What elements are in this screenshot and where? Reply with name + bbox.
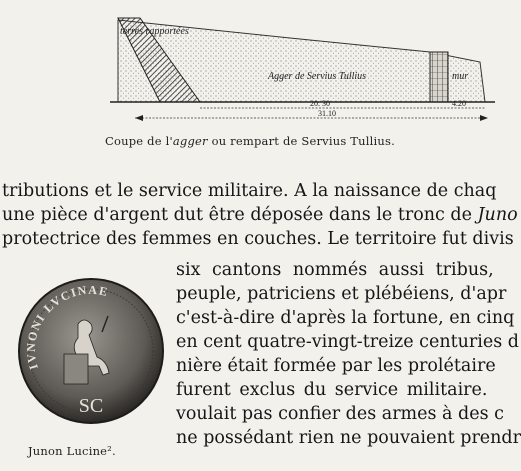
dimension-label-2: 4.20	[452, 99, 466, 108]
text-line-8: nière était formée par les prolétaire	[176, 356, 496, 376]
text-line-6: c'est-à-dire d'après la fortune, en cinq	[176, 308, 515, 328]
text-line-11: ne possédant rien ne pouvaient prendr	[176, 428, 521, 448]
dimension-label-total: 31.10	[318, 109, 336, 118]
agger-cross-section-illustration	[0, 0, 500, 128]
coin-legend: IVNONI LVCINAE	[23, 282, 111, 372]
text-line-4: six cantons nommés aussi tribus,	[176, 260, 494, 280]
text-line-9: furent exclus du service militaire.	[176, 380, 488, 400]
label-mur: mur	[452, 71, 469, 82]
masonry-wall	[430, 52, 448, 102]
text-line-2: une pièce d'argent dut être déposée dans le tronc de Juno	[2, 205, 518, 225]
label-agger: Agger de Servius Tullius	[268, 71, 367, 82]
junon-lucine-coin-illustration	[16, 276, 166, 426]
label-terres-rapportees: terres rapportées	[120, 26, 189, 37]
text-line-5: peuple, patriciens et plébéiens, d'apr	[176, 284, 507, 304]
text-line-10: voulait pas confier des armes à des c	[176, 404, 504, 424]
dimension-label-1: 20. 30	[310, 99, 330, 108]
coin-sc-mark: SC	[78, 395, 104, 417]
figure-caption: Coupe de l'agger ou rempart de Servius Tullius.	[105, 134, 395, 148]
coin-caption: Junon Lucine².	[28, 444, 116, 458]
text-line-7: en cent quatre-vingt-treize centuries d	[176, 332, 519, 352]
text-line-1: tributions et le service militaire. A la naissance de chaq	[2, 181, 497, 201]
text-line-3: protectrice des femmes en couches. Le territoire fut divis	[2, 229, 514, 249]
